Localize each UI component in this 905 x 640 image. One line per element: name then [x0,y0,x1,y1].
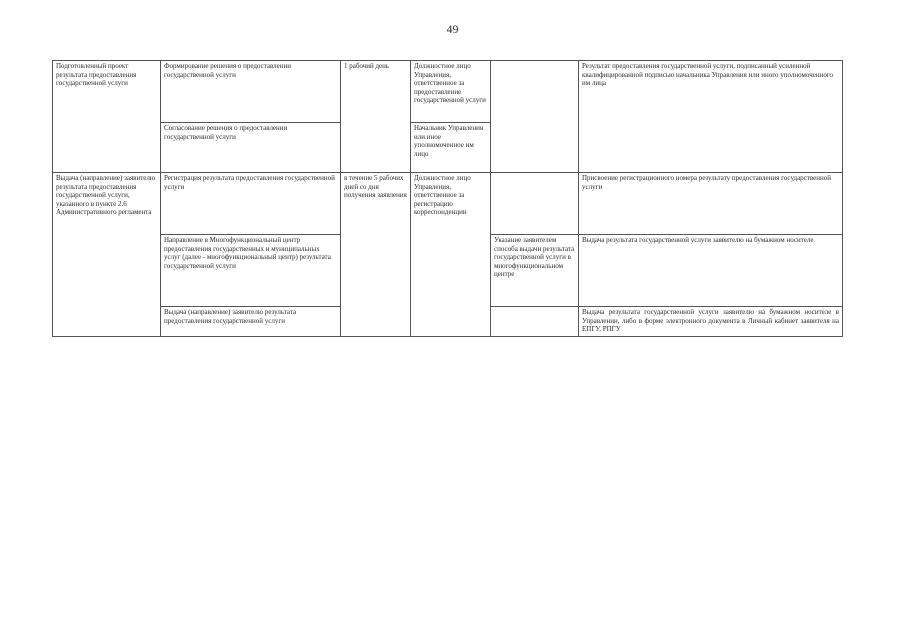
term-cell: 1 рабочий день [341,61,411,173]
responsible-cell: Должностное лицо Управления, ответственное за предоставление государственной услуги [411,61,491,123]
action-cell: Направление в Многофункциональный центр предоставления государственных и муниципальных услуг (далее - многофункциональный центр) результата государственной услуги [161,235,341,307]
responsible-cell: Начальник Управления или иное уполномоченное им лицо [411,123,491,173]
page-number: 49 [446,22,459,36]
result-cell: Результат предоставления государственной услуги, подписанный усиленной квалифицированной подписью начальника Управления или иного уполномоченного им лица [579,61,843,173]
result-cell: Выдача результата государственной услуги заявителю на бумажном носителе в Управлении, либо в форме электронного документа в Личный кабинет заявителя на ЕПГУ, РПГУ [579,307,843,337]
action-cell: Регистрация результата предоставления государственной услуги [161,173,341,235]
basis-cell: Выдача (направление) заявителю результата предоставления государственной услуги, указанного в пункте 2.6 Административного регламента [53,173,161,337]
table-row [53,61,843,123]
table-row [53,173,843,235]
result-cell: Выдача результата государственной услуги заявителю на бумажном носителе [579,235,843,307]
criteria-cell [491,61,579,173]
action-cell: Согласование решения о предоставлении государственной услуги [161,123,341,173]
basis-cell: Подготовленный проект результата предоставления государственной услуги [53,61,161,173]
term-cell: в течение 5 рабочих дней со дня получения заявления [341,173,411,337]
criteria-cell: Указание заявителем способа выдачи результата государственной услуги в многофункциональном центре [491,235,579,307]
action-cell: Формирование решения о предоставлении государственной услуги [161,61,341,123]
action-cell: Выдача (направление) заявителю результата предоставления государственной услуги [161,307,341,337]
responsible-cell: Должностное лицо Управления, ответственное за регистрацию корреспонденции [411,173,491,337]
criteria-cell [491,307,579,337]
criteria-cell [491,173,579,235]
procedure-table [52,60,843,337]
result-cell: Присвоение регистрационного номера результату предоставления государственной услуги [579,173,843,235]
